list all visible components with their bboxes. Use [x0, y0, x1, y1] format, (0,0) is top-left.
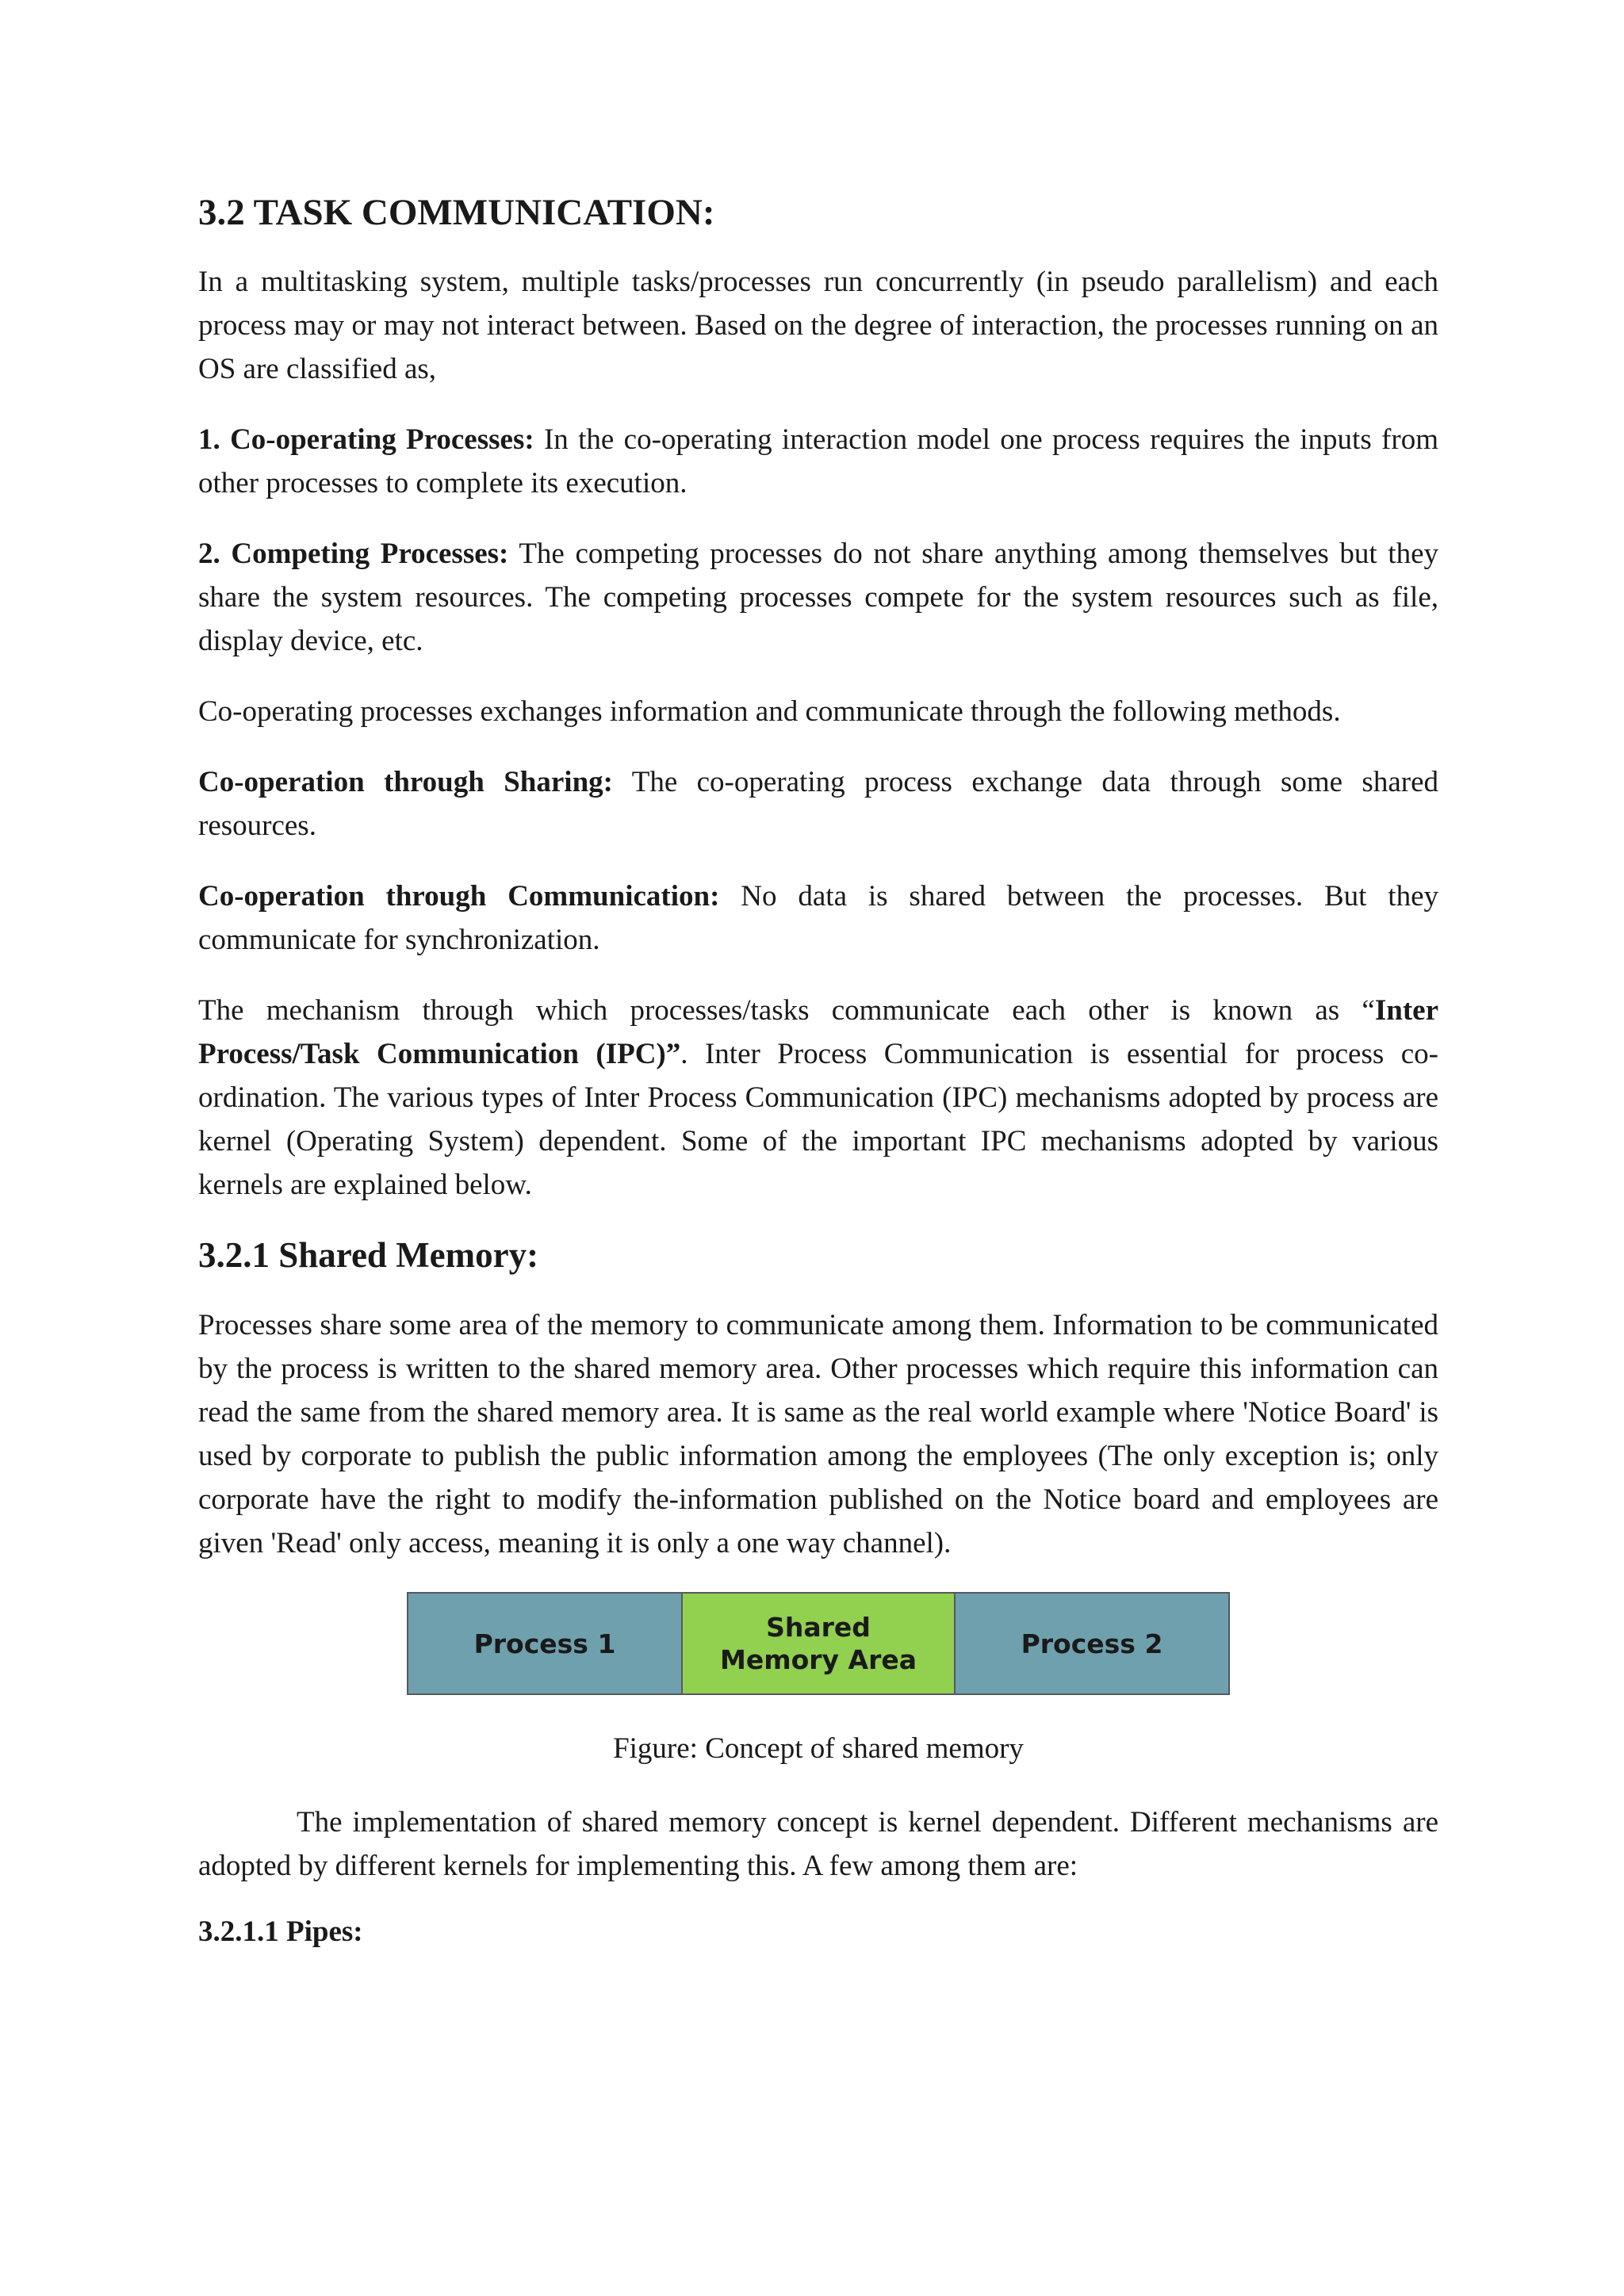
- competing-processes-text: The competing processes do not share anything among themselves but they share the system resources. The competing processes compete for the system resources such as file, display device, etc.: [198, 538, 1438, 658]
- intro-paragraph: In a multitasking system, multiple tasks/processes run concurrently (in pseudo parallelism) and each process may or may not interact between. Based on the degree of interaction, the processes running on an OS are classified as,: [198, 266, 1438, 386]
- process-2-label: Process 2: [1021, 1628, 1163, 1659]
- cooperating-processes-label: 1. Co-operating Processes:: [198, 423, 534, 457]
- competing-processes-paragraph: [198, 532, 1438, 663]
- methods-paragraph: Co-operating processes exchanges information and communicate through the following methods.: [198, 695, 1341, 729]
- competing-processes-label: 2. Competing Processes:: [198, 538, 509, 571]
- shared-memory-figure: [407, 1592, 1230, 1695]
- sharing-paragraph: [198, 760, 1438, 848]
- process-1-label: Process 1: [473, 1628, 616, 1659]
- figure-caption: Figure: Concept of shared memory: [613, 1732, 1024, 1766]
- cooperating-processes-text: In the co-operating interaction model one process requires the inputs from other processes to complete its execution.: [198, 423, 1438, 500]
- shared-memory-area-line2: Memory Area: [719, 1644, 917, 1676]
- communication-text: No data is shared between the processes. But they communicate for synchronization.: [198, 880, 1438, 957]
- shared-memory-area-box: [683, 1594, 956, 1693]
- ipc-bold-term: Inter Process/Task Communication (IPC)”: [198, 994, 1438, 1071]
- shared-memory-paragraph: Processes share some area of the memory to communicate among them. Information to be communicated by the process is written to the shared memory area. Other processes which require this information can read the same from the shared memory area. It is same as the real world example where 'Notice Board' is used by corporate to publish the public information among the employees (The only exception is; only corporate have the right to modify the-information published on the Notice board and employees are given 'Read' only access, meaning it is only a one way channel).: [198, 1309, 1438, 1560]
- communication-paragraph: [198, 874, 1438, 962]
- implementation-paragraph: The implementation of shared memory concept is kernel dependent. Different mechanisms are adopted by different kernels for implementing this. A few among them are:: [198, 1806, 1438, 1883]
- ipc-text-before: The mechanism through which processes/tasks communicate each other is known as “: [198, 994, 1375, 1027]
- sharing-text: The co-operating process exchange data through some shared resources.: [198, 766, 1438, 843]
- process-1-box: [408, 1594, 683, 1693]
- sharing-label: Co-operation through Sharing:: [198, 766, 613, 799]
- section-title: 3.2 TASK COMMUNICATION:: [198, 192, 715, 233]
- ipc-text-after: . Inter Process Communication is essential for process co-ordination. The various types of Inter Process Communication (IPC) mechanisms adopted by process are kernel (Operating System) dependent. Some of the important IPC mechanisms adopted by various kernels are explained below.: [198, 1038, 1438, 1202]
- ipc-paragraph: [198, 989, 1438, 1207]
- shared-memory-area-line1: Shared: [766, 1612, 871, 1644]
- communication-label: Co-operation through Communication:: [198, 880, 720, 913]
- shared-memory-area-label: [720, 1611, 917, 1676]
- cooperating-processes-paragraph: [198, 418, 1438, 505]
- process-2-box: [956, 1594, 1228, 1693]
- pipes-title: 3.2.1.1 Pipes:: [198, 1915, 363, 1949]
- document-page: [198, 190, 1438, 1950]
- shared-memory-title: 3.2.1 Shared Memory:: [198, 1235, 539, 1276]
